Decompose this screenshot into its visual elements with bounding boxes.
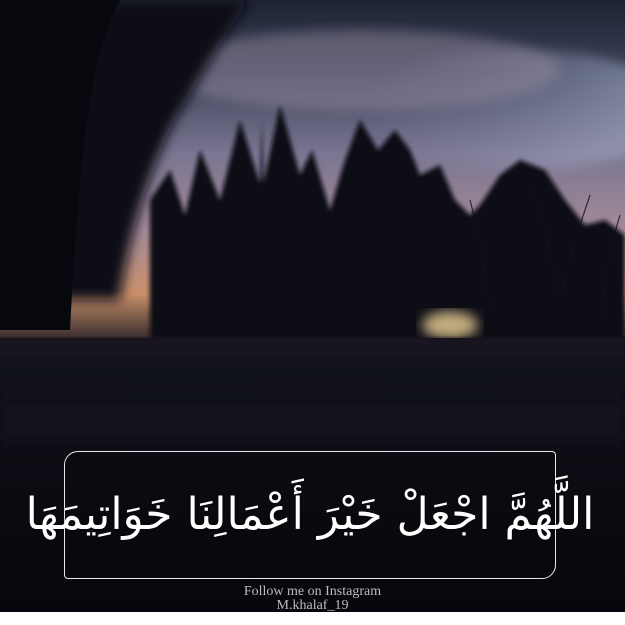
watermark-follow: Follow me on Instagram (243, 584, 382, 599)
watermark-handle: M.khalaf_19 (276, 598, 349, 612)
bottom-border (0, 612, 625, 625)
quote-frame (25, 451, 595, 579)
road (0, 400, 625, 440)
sun (422, 311, 478, 339)
quote-text: اللَّهُمَّ اجْعَلْ خَيْرَ أَعْمَالِنَا خَوَاتِيمَهَا (25, 489, 595, 541)
horizon-band (0, 338, 625, 358)
